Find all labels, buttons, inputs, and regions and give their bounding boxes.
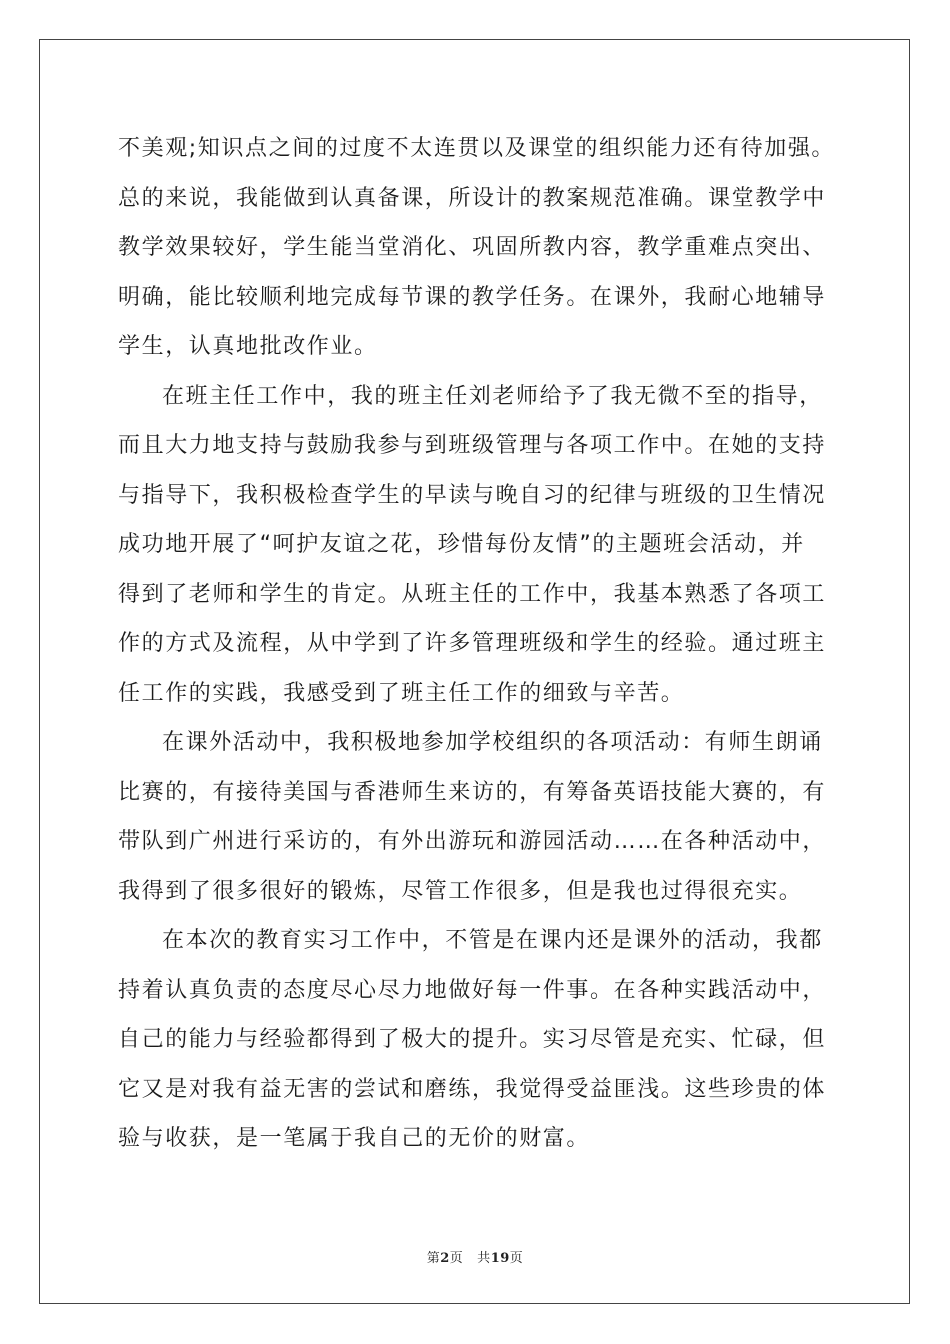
- text-line: 总的来说，我能做到认真备课，所设计的教案规范准确。课堂教学中: [118, 185, 827, 211]
- text-line: 而且大力地支持与鼓励我参与到班级管理与各项工作中。在她的支持: [118, 433, 827, 458]
- text-line: 持着认真负责的态度尽心尽力地做好每一件事。在各种实践活动中，: [118, 977, 827, 1003]
- total-suffix: 页: [509, 1251, 524, 1266]
- page-footer: [0, 1247, 950, 1266]
- total-prefix: 共: [477, 1251, 491, 1266]
- text-line: 学生，认真地批改作业。: [118, 334, 378, 359]
- text-line: 不美观;知识点之间的过度不太连贯以及课堂的组织能力还有待加强。: [118, 136, 836, 161]
- paragraph-first-line: 在课外活动中，我积极地参加学校组织的各项活动：有师生朗诵: [162, 730, 823, 755]
- text-line: 与指导下，我积极检查学生的早读与晚自习的纪律与班级的卫生情况: [118, 482, 827, 508]
- page-number: 2: [440, 1251, 450, 1266]
- text-line: 我得到了很多很好的锻炼，尽管工作很多，但是我也过得很充实。: [118, 878, 803, 904]
- text-line: 得到了老师和学生的肯定。从班主任的工作中，我基本熟悉了各项工: [118, 581, 827, 607]
- document-body: [118, 124, 838, 1164]
- text-line: 作的方式及流程，从中学到了许多管理班级和学生的经验。通过班主: [118, 631, 827, 656]
- text-line: 明确，能比较顺利地完成每节课的教学任务。在课外，我耐心地辅导: [118, 284, 827, 310]
- text-line: 教学效果较好，学生能当堂消化、巩固所教内容，教学重难点突出、: [118, 235, 827, 260]
- text-line: 自己的能力与经验都得到了极大的提升。实习尽管是充实、忙碌，但: [118, 1027, 827, 1052]
- text-line: 成功地开展了“呵护友谊之花，珍惜每份友情”的主题班会活动，并: [118, 532, 805, 557]
- text-line: 验与收获，是一笔属于我自己的无价的财富。: [118, 1126, 591, 1151]
- text-line: 任工作的实践，我感受到了班主任工作的细致与辛苦。: [118, 680, 685, 706]
- paragraph-first-line: 在本次的教育实习工作中，不管是在课内还是课外的活动，我都: [162, 928, 823, 953]
- text-line: 它又是对我有益无害的尝试和磨练，我觉得受益匪浅。这些珍贵的体: [118, 1076, 827, 1102]
- text-line: 带队到广州进行采访的，有外出游玩和游园活动……在各种活动中，: [118, 829, 827, 854]
- total-pages: 19: [490, 1251, 510, 1266]
- page-suffix: 页: [449, 1251, 464, 1266]
- paragraph-first-line: 在班主任工作中，我的班主任刘老师给予了我无微不至的指导，: [162, 383, 823, 409]
- text-line: 比赛的，有接待美国与香港师生来访的，有筹备英语技能大赛的，有: [118, 779, 827, 805]
- page-prefix: 第: [426, 1251, 441, 1266]
